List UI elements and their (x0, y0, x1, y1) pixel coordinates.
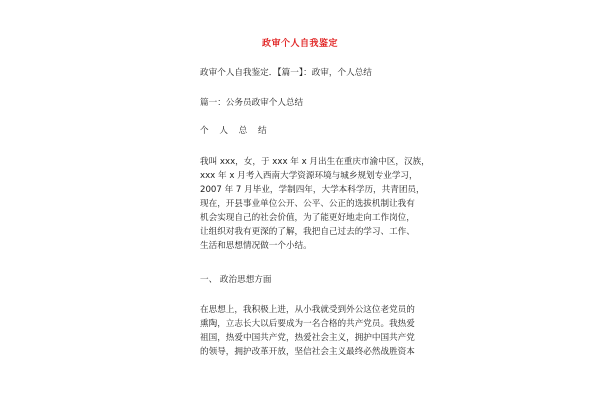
document-title: 政审个人自我鉴定 (261, 39, 338, 49)
paragraph1-line: 现在，开县事业单位公开、公平、公正的选拔机制让我有 (200, 199, 415, 209)
paragraph2-line: 熏陶，立志长大以后要成为一名合格的共产党员。我热爱 (200, 319, 415, 329)
paragraph1-line: 生活和思想情况做一个小结。 (200, 241, 312, 251)
paragraph2-line: 祖国，热爱中国共产党，热爱社会主义，拥护中国共产党 (200, 333, 415, 343)
section-one-heading: 一、 政治思想方面 (200, 275, 272, 285)
paragraph1-line: 我叫 xxx，女，于 xxx 年 x 月出生在重庆市渝中区，汉族， (200, 157, 430, 167)
paragraph2-line: 的领导，拥护改革开放，坚信社会主义最终必然战胜资本 (200, 347, 415, 357)
paragraph1-line: 让组织对我有更深的了解，我把自己过去的学习、工作、 (200, 227, 415, 237)
intro-line: 政审个人自我鉴定．【篇一】：政审，个人总结 (200, 68, 372, 78)
paragraph1-line: xxx 年 x 月考入西南大学资源环境与城乡规划专业学习， (200, 171, 418, 181)
sub-heading: 个 人 总 结 (200, 126, 271, 136)
section-heading: 篇一：公务员政审个人总结 (200, 98, 304, 108)
paragraph1-line: 2007 年 7 月毕业，学制四年，大学本科学历，共青团员， (200, 185, 425, 195)
paragraph2-line: 在思想上，我积极上进，从小我就受到外公这位老党员的 (200, 305, 415, 315)
paragraph1-line: 机会实现自己的社会价值，为了能更好地走向工作岗位， (200, 213, 415, 223)
